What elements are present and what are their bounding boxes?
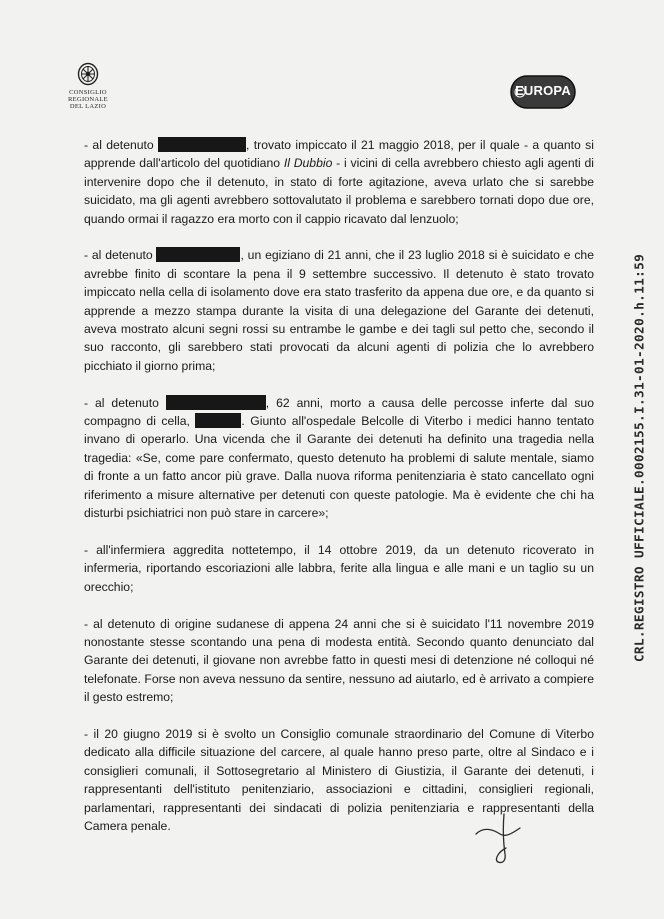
logo-line-2: REGIONALE bbox=[68, 96, 108, 103]
registry-stamp-text: CRL.REGISTRO UFFICIALE.0002155.I.31-01-2020.h.11:59 bbox=[632, 253, 648, 663]
redacted-name bbox=[158, 137, 246, 152]
newspaper-title: Il Dubbio bbox=[283, 156, 333, 171]
paragraph-text: - i vicini di cella avrebbero chiesto agli agenti di intervenire dopo che il detenuto, in stato di forte agitazione, aveva urlato che si sarebbe suicidato, ma gli agenti avrebbero sottovalutato il problema e sarebbero tornati dopo due ore, quando ormai il ragazzo era morto con il cappio ricavato dal lenzuolo; bbox=[84, 156, 594, 226]
paragraph-text: , trovato impiccato il 21 maggio 2018, per il quale - a quanto si apprende dall'articolo del quotidiano bbox=[84, 138, 594, 171]
handwritten-signature bbox=[470, 808, 540, 868]
paragraph-1 bbox=[84, 136, 594, 228]
logo-line-3: DEL LAZIO bbox=[69, 103, 107, 110]
paragraph-text: . Giunto all'ospedale Belcolle di Viterbo i medici hanno tentato invano di operarlo. Una vicenda che il Garante dei detenuti ha definito una tragedia nella tragedia: «Se, come pare confermato, questo detenuto ha problemi di salute mentale, siamo di fronte a un fatto ancor più grave. Dalla nuova riforma penitenziaria è stato cancellato ogni riferimento a misure alternative per detenuti con queste patologie. Ma è evidente che chi ha disturbi psichiatrici non può stare in carcere»; bbox=[84, 414, 594, 521]
europa-logo bbox=[510, 75, 576, 109]
document-body bbox=[84, 136, 594, 854]
paragraph-2 bbox=[84, 246, 594, 375]
redacted-name bbox=[156, 247, 240, 262]
paragraph-3 bbox=[84, 394, 594, 523]
paragraph-text: - al detenuto bbox=[84, 248, 157, 263]
registry-stamp bbox=[630, 18, 650, 898]
logo-line-1: CONSIGLIO bbox=[69, 89, 107, 96]
paragraph-text: - al detenuto bbox=[84, 395, 166, 410]
regional-emblem-icon bbox=[77, 62, 99, 86]
paragraph-5: - al detenuto di origine sudanese di appena 24 anni che si è suicidato l'11 novembre 2019 nonostante stesse scontando una pena di modesta entità. Secondo quanto denunciato dal Garante dei detenuti, il giovane non avrebbe fatto in questi mesi di detenzione né colloqui né telefonate. Forse non aveva nessuno da sentire, nessuno ad aiutarlo, ed è arrivato a compiere il gesto estremo; bbox=[84, 616, 594, 705]
paragraph-text: , 62 anni, morto a causa delle percosse inferte dal suo compagno di cella, bbox=[84, 395, 594, 429]
paragraph-text: , un egiziano di 21 anni, che il 23 luglio 2018 si è suicidato e che avrebbe finito di scontare la pena il 9 settembre successivo. Il detenuto è stato trovato impiccato nella cella di isolamento dove era stato trasferito da appena due ore, e da quanto si apprende a mezzo stampa durante la visita di una delegazione del Garante dei detenuti, aveva mostrato alcuni segni rossi su entrambe le gambe e dei tagli sul petto che, secondo il suo racconto, gli sarebbero stati provocati da alcuni agenti di polizia che lo avrebbero picchiato il giorno prima; bbox=[84, 248, 594, 373]
paragraph-4: - all'infermiera aggredita nottetempo, il 14 ottobre 2019, da un detenuto ricoverato in infermeria, riportando escoriazioni alle labbra, ferite alla lingua e alle mani e un taglio su un orecchio; bbox=[84, 542, 594, 594]
redacted-name bbox=[195, 413, 241, 428]
redacted-name bbox=[166, 395, 266, 410]
paragraph-6: - il 20 giugno 2019 si è svolto un Consiglio comunale straordinario del Comune di Viterbo dedicato alla difficile situazione del carcere, al quale hanno preso parte, oltre al Sindaco e i consiglieri comunali, il Sottosegretario al Ministero di Giustizia, il Garante dei detenuti, i rappresentanti dell'istituto penitenziario, associazioni e cittadini, consiglieri regionali, parlamentari, rappresentanti dei sindacati di polizia penitenziaria e rappresentanti della Camera penale. bbox=[84, 726, 594, 833]
europa-logo-text: EUROPA bbox=[515, 83, 571, 98]
consiglio-regionale-logo bbox=[58, 62, 118, 110]
paragraph-text: - al detenuto bbox=[84, 138, 159, 152]
